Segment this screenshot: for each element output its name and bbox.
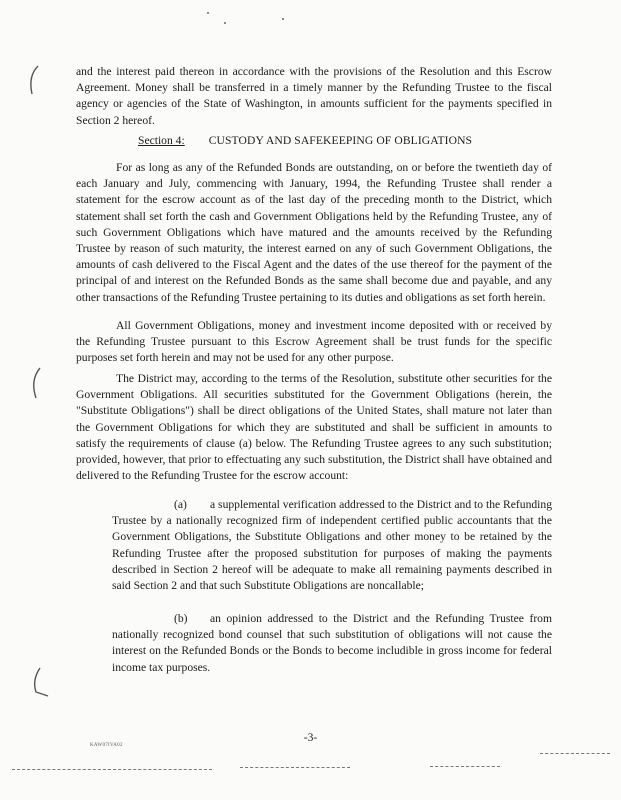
clause-a bbox=[112, 497, 552, 594]
scan-speck bbox=[207, 12, 209, 14]
section-number: Section 4: bbox=[138, 134, 185, 147]
clause-b bbox=[112, 611, 552, 676]
page-number: -3- bbox=[303, 731, 318, 744]
punch-hole-mark-top bbox=[22, 62, 44, 102]
clause-a-text: a supplemental verification addressed to the District and to the Refunding Trustee by a nationally recognized firm of independent certified public accountants that the Government Obligations, the Substitute Obligations and other money to be retained by the Refunding Trustee after the proposed substitution for purposes of making the payments described in Section 2 hereof will be adequate to make all remaining payments described in said Section 2 and that such Substitute Obligations are noncallable; bbox=[112, 498, 552, 593]
clause-b-text: an opinion addressed to the District and the Refunding Trustee from nationally recognized bond counsel that such substitution of obligations will not cause the interest on the Refunded Bonds or the Bonds to become includible in gross income for federal income tax purposes. bbox=[112, 612, 552, 674]
footer-scan-rule bbox=[430, 766, 500, 767]
footer-scan-rule bbox=[540, 753, 610, 754]
scan-speck bbox=[224, 22, 226, 24]
punch-hole-mark-middle bbox=[24, 364, 46, 404]
clause-a-label: (a) bbox=[174, 498, 187, 511]
footer-scan-rule bbox=[12, 769, 212, 770]
paragraph-substitution: The District may, according to the terms of the Resolution, substitute other securities for the Government Obligations. All securities substituted for the Government Obligations (herein, the "Substitute Obligations") shall be direct obligations of the United States, shall mature not later than the Government Obligations for which they are substituted and shall be sufficient in amounts to satisfy the requirements of clause (a) below. The Refunding Trustee agrees to any such substitution; provided, however, that prior to effectuating any such substitution, the District shall have obtained and delivered to the Refunding Trustee for the escrow account: bbox=[76, 372, 552, 483]
section-heading bbox=[138, 134, 472, 147]
clause-b-label: (b) bbox=[174, 612, 188, 625]
document-id: KAW07IVA02 bbox=[90, 743, 123, 748]
footer-scan-rule bbox=[240, 767, 350, 768]
scan-speck bbox=[282, 18, 284, 20]
paragraph-continuation: and the interest paid thereon in accordance with the provisions of the Resolution and this Escrow Agreement. Money shall be transferred in a timely manner by the Refunding Trustee to the fiscal agency or agencies of the State of Washington, in amounts sufficient for the payments specified in Section 2 hereof. bbox=[76, 65, 552, 127]
punch-hole-mark-bottom bbox=[26, 664, 56, 700]
section-title: CUSTODY AND SAFEKEEPING OF OBLIGATIONS bbox=[208, 134, 473, 147]
paragraph-trust-funds: All Government Obligations, money and investment income deposited with or received by the Refunding Trustee pursuant to this Escrow Agreement shall be trust funds for the specific purposes set forth herein and may not be used for any other purpose. bbox=[76, 319, 552, 365]
paragraph-statement: For as long as any of the Refunded Bonds are outstanding, on or before the twentieth day of each January and July, commencing with January, 1994, the Refunding Trustee shall render a statement for the escrow account as of the last day of the preceding month to the District, which statement shall set forth the cash and Government Obligations held by the Refunding Trustee, any of such Government Obligations which have matured and the amounts received by the Refunding Trustee by reason of such maturity, the interest earned on any of such Government Obligations, the amounts of cash delivered to the Fiscal Agent and the dates of the use thereof for the payment of the principal of and interest on the Refunded Bonds as the same shall become due and payable, and any other transactions of the Refunding Trustee pertaining to its duties and obligations as set forth herein. bbox=[76, 161, 552, 304]
